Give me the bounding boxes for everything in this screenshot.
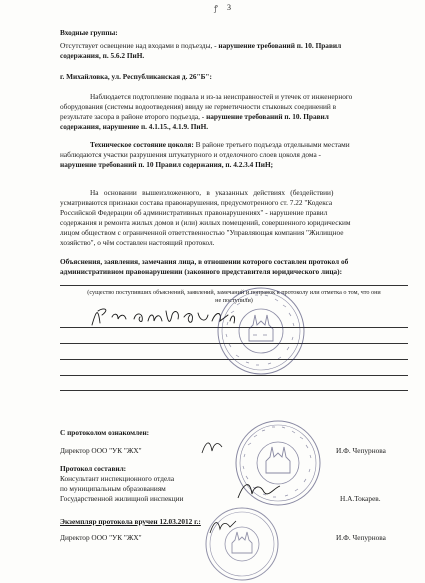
page-mark: ꝭ: [214, 4, 218, 13]
explanations-heading-1: Объяснения, заявления, замечания лица, в отношении которого составлен протокол об: [60, 257, 349, 266]
conclusion-line-1: На основании вышеизложенного, в указанных действиях (бездействии): [90, 188, 334, 197]
official-seal-3: [203, 505, 281, 583]
compiled-heading: Протокол составил:: [60, 464, 127, 473]
basement-line-4: содержания, нарушение п. 4.1.15., 4.1.9. ПиН.: [60, 122, 209, 131]
conclusion-line-2: усматриваются признаки состава правонарушения, предусмотренного ст. 7.22 "Кодекса: [60, 198, 333, 207]
basement-line-3: результате засора в районе второго подъезда, - нарушение требований п. 10. Правил: [60, 112, 329, 121]
entrance-groups-line-1: Отсутствует освещение над входами в подъезды, - нарушение требований п. 10. Правил: [60, 41, 342, 50]
acquainted-signature: [200, 437, 226, 457]
delivered-name: И.Ф. Чепурнова: [336, 533, 386, 542]
compiled-line-2: по муниципальным образованиям: [60, 484, 166, 493]
delivered-position: Директор ООО "УК "ЖХ": [60, 533, 142, 542]
compiled-name: Н.А.Токарев.: [340, 494, 381, 503]
conclusion-line-3: Российской Федерации об административных правонарушениях" - нарушение правил: [60, 208, 328, 217]
compiled-line-1: Консультант инспекционного отдела: [60, 474, 175, 483]
explanations-heading-2: административном правонарушении (законного представителя юридического лица):: [60, 267, 343, 276]
explanations-caption-1: (существо поступивших объяснений, заявлений, замечаний и поправок к протоколу или отметка о том, что они: [87, 289, 381, 296]
explanations-caption-2: не поступили): [215, 297, 253, 304]
plinth-line-1: Техническое состояние цоколя: В районе третьего подъезда отдельными местами: [90, 140, 350, 149]
acquainted-heading: С протоколом ознакомлен:: [60, 428, 150, 437]
basement-line-1: Наблюдается подтопление подвала и из-за неисправностей и утечек от инженерного: [90, 92, 353, 101]
explanations-line-6: [60, 390, 408, 391]
acquainted-name: И.Ф. Чепурнова: [336, 446, 386, 455]
conclusion-line-6: хозяйство", о чём составлен настоящий протокол.: [60, 238, 215, 247]
plinth-line-2: наблюдаются участки разрушения штукатурного и отделочного слоев цоколя дома -: [60, 150, 321, 159]
basement-line-2: оборудования (системы водоотведения) ввиду не герметичности стыковых соединений в: [60, 102, 337, 111]
conclusion-line-4: содержания и ремонта жилых домов и (или) жилых помещений, совершенного юридическим: [60, 218, 351, 227]
compiled-signature: [236, 478, 282, 504]
address-heading: г. Михайловка, ул. Республиканская д. 26"Б":: [60, 72, 212, 81]
compiled-line-3: Государственной жилищной инспекции: [60, 494, 184, 503]
official-seal-1: [215, 285, 307, 377]
entrance-groups-heading: Входные группы:: [60, 28, 118, 37]
delivered-heading: Экземпляр протокола вручен 12.03.2012 г.:: [60, 517, 201, 526]
page-number: 3: [227, 3, 231, 12]
conclusion-line-5: лицом обществом с ограниченной ответственностью "Управляющая компания "Жилищное: [60, 228, 344, 237]
entrance-groups-line-2: содержания, п. 5.6.2 ПиН.: [60, 51, 145, 60]
plinth-line-3: нарушение требований п. 10 Правил содержания, п. 4.2.3.4 ПиН;: [60, 160, 274, 169]
acquainted-position: Директор ООО "УК "ЖХ": [60, 446, 142, 455]
